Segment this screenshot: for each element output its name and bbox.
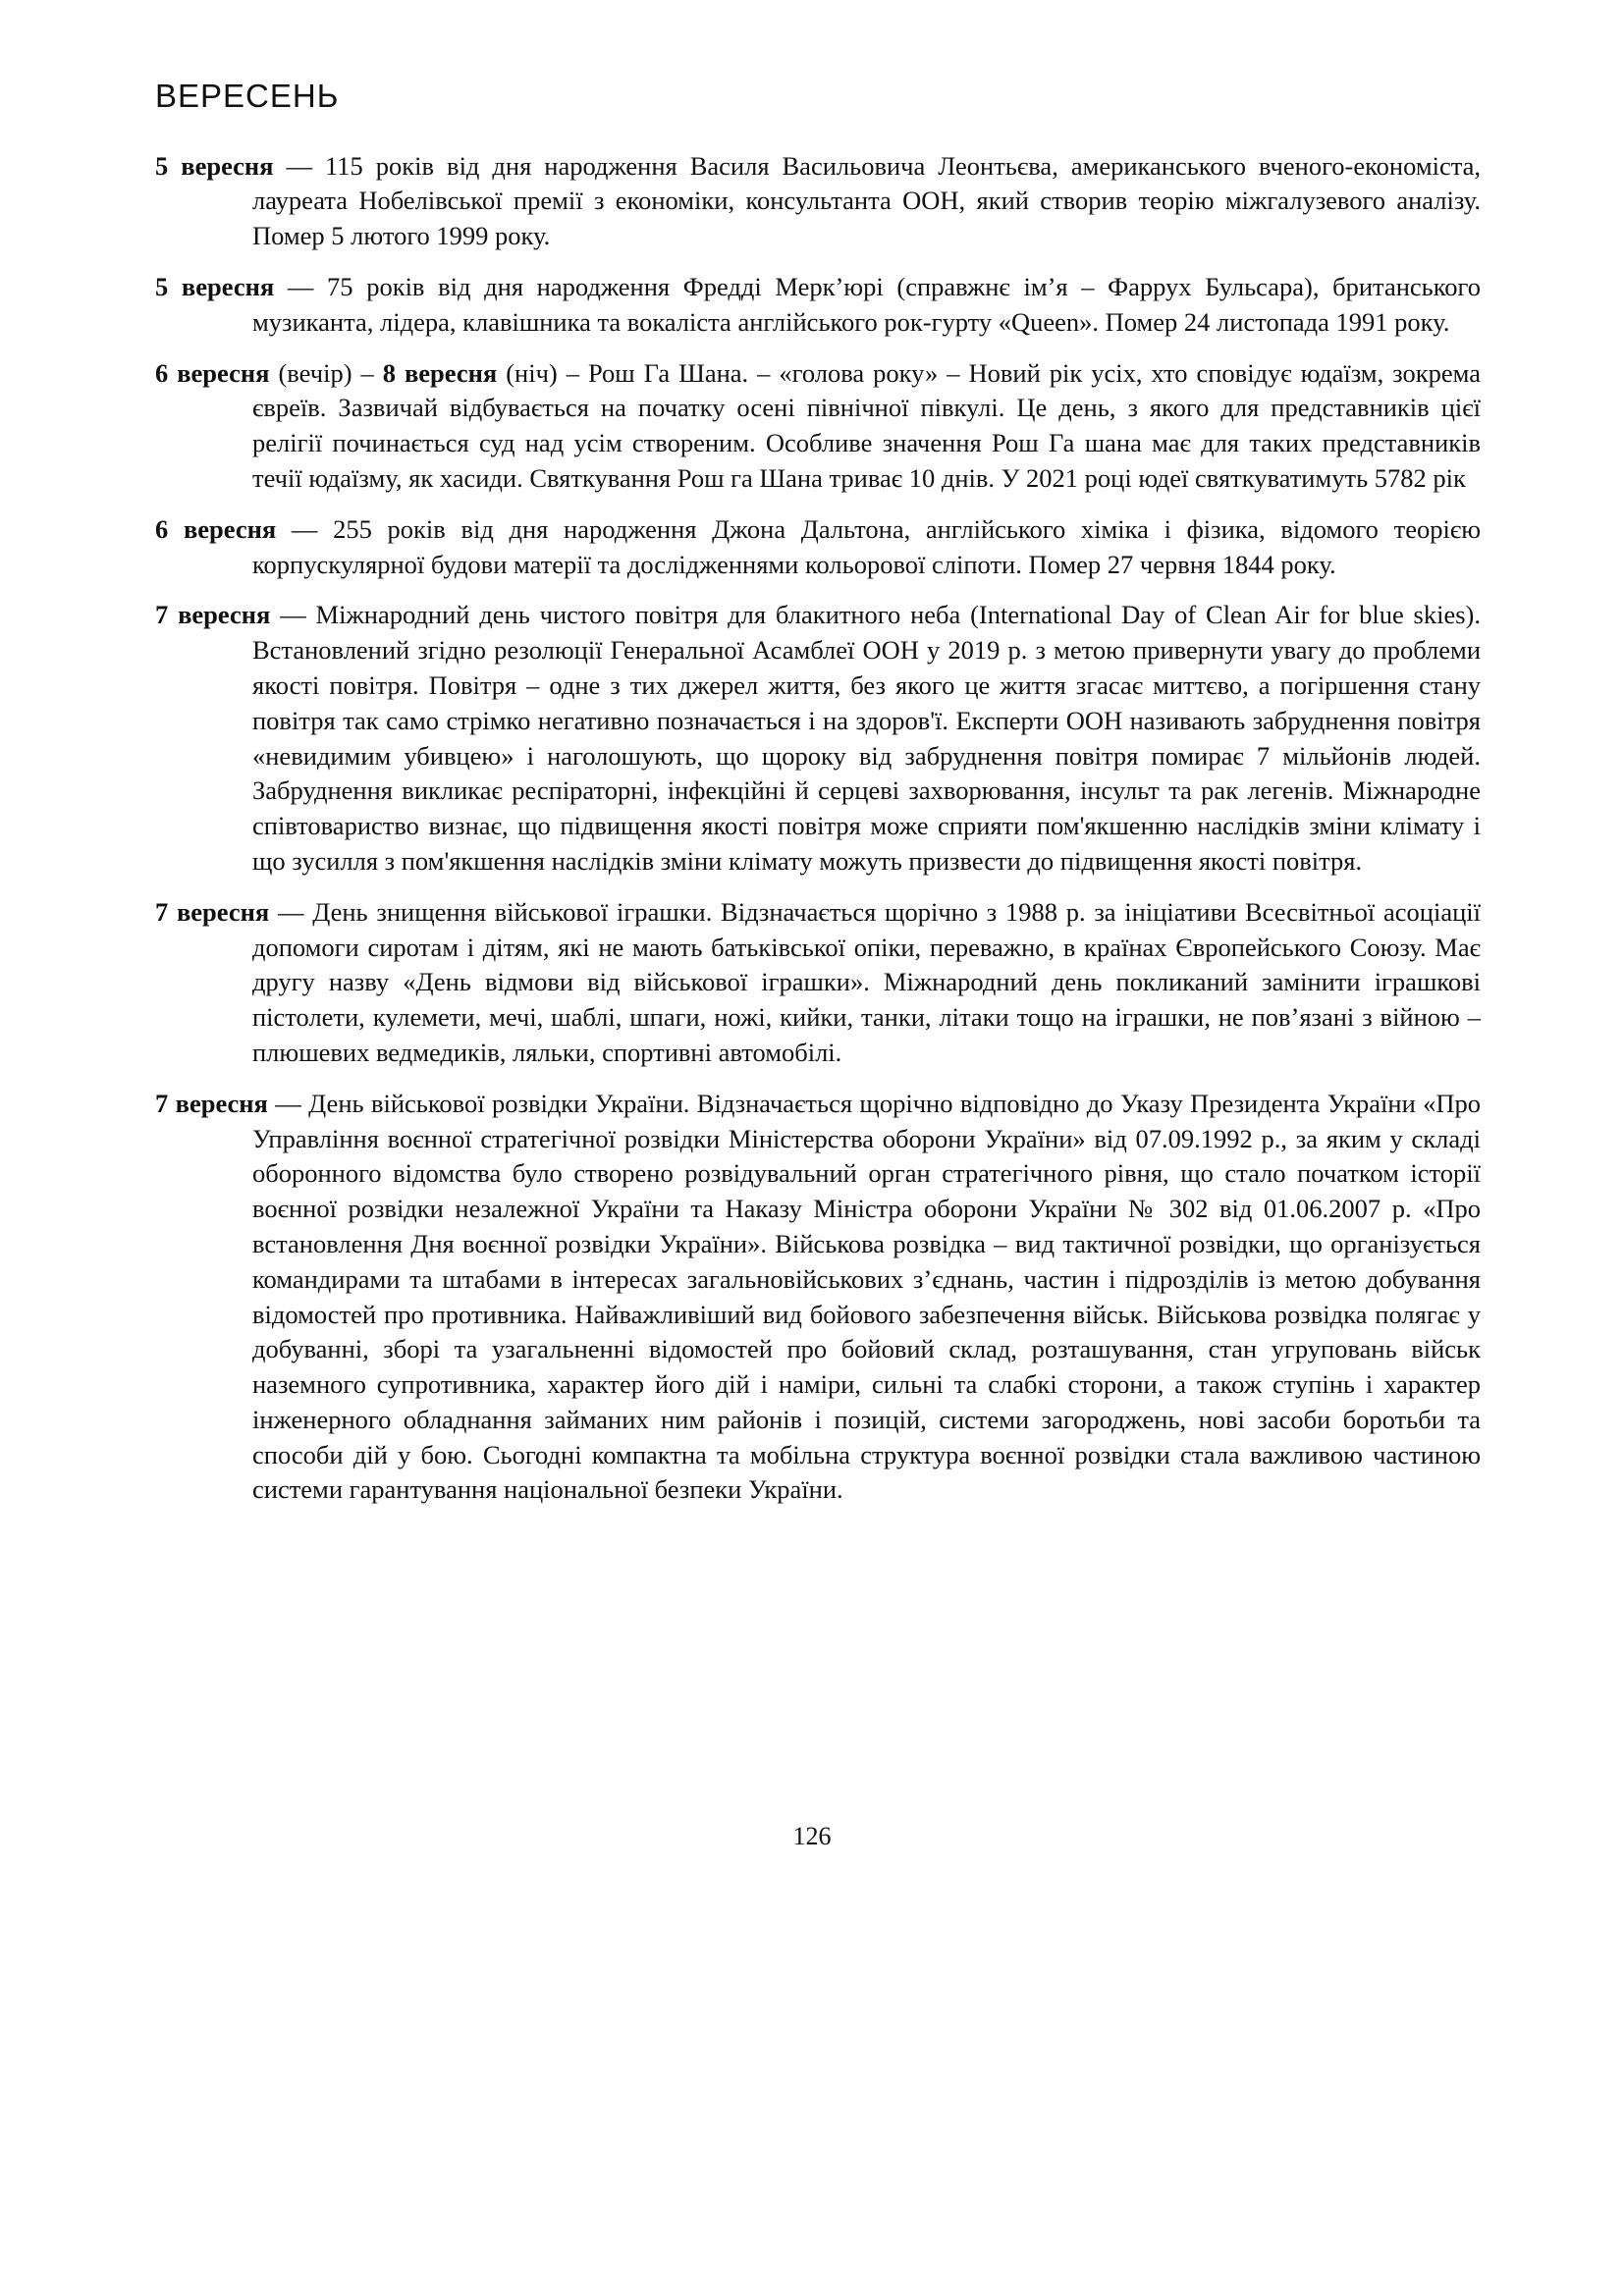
document-page: [155, 77, 1481, 1523]
calendar-entry: [155, 356, 1481, 497]
entry-text: — Міжнародний день чистого повітря для блакитного неба (International Day of Clean Air for blue skies). Встановлений згідно резолюції Генеральної Асамблеї ООН у 2019 р. з метою привернути увагу до проблеми якості повітря. Повітря – одне з тих джерел життя, без якого це життя згасає миттєво, а погіршення стану повітря так само стрімко негативно позначається і на здоров'ї. Експерти ООН називають забруднення повітря «невидимим убивцею» і наголошують, що щороку від забруднення повітря помирає 7 мільйонів людей. Забруднення викликає респіраторні, інфекційні й серцеві захворювання, інсульт та рак легенів. Міжнародне співтовариство визнає, що підвищення якості повітря може сприяти пом'якшенню наслідків зміни клімату і що зусилля з пом'якшення наслідків зміни клімату можуть призвести до підвищення якості повітря.: [252, 600, 1482, 876]
calendar-entry: [155, 895, 1481, 1071]
calendar-entry: [155, 270, 1481, 341]
entry-text: — 115 років від дня народження Василя Васильовича Леонтьєва, американського вченого-економіста, лауреата Нобелівської премії з економіки, консультанта ООН, який створив теорію міжгалузевого аналізу. Помер 5 лютого 1999 року.: [252, 150, 1482, 251]
entry-date-separator: (вечір) –: [269, 357, 383, 388]
entry-date: 5 вересня: [155, 271, 275, 301]
entry-text: — День військової розвідки України. Відзначається щорічно відповідно до Указу Президента України «Про Управління воєнної стратегічної розвідки Міністерства оборони України» від 07.09.1992 р., за яким у складі оборонного відомства було створено розвідувальний орган стратегічного рівня, що стало початком історії воєнної розвідки незалежної України та Наказу Міністра оборони України № 302 від 01.06.2007 р. «Про встановлення Дня воєнної розвідки України». Військова розвідка – вид тактичної розвідки, що організується командирами та штабами в інтересах загальновійськових з’єднань, частин і підрозділів із метою добування відомостей про противника. Найважливіший вид бойового забезпечення військ. Військова розвідка полягає у добуванні, зборі та узагальненні відомостей про бойовий склад, розташування, стан угруповань військ наземного супротивника, характер його дій і наміри, сильні та слабкі сторони, а також ступінь і характер інженерного обладнання займаних ним районів і позицій, системи загороджень, нові засоби боротьби та способи дій у бою. Сьогодні компактна та мобільна структура воєнної розвідки стала важливою частиною системи гарантування національної безпеки України.: [252, 1088, 1482, 1505]
calendar-entry: [155, 149, 1481, 254]
page-number: 126: [792, 1822, 832, 1850]
calendar-entry: [155, 1087, 1481, 1509]
entry-date: 6 вересня: [155, 513, 277, 544]
calendar-entry: [155, 598, 1481, 879]
entry-date: 7 вересня: [155, 1088, 268, 1118]
entry-text: — 255 років від дня народження Джона Дальтона, англійського хіміка і фізика, відомого теорією корпускулярної будови матерії та дослідженнями кольорової сліпоти. Помер 27 червня 1844 року.: [252, 513, 1481, 579]
month-heading: ВЕРЕСЕНЬ: [155, 78, 340, 114]
entry-date: 7 вересня: [155, 896, 270, 927]
entry-date: 6 вересня: [155, 357, 270, 388]
entry-text: — 75 років від дня народження Фредді Мерк’юрі (справжнє ім’я – Фаррух Бульсара), британського музиканта, лідера, клавішника та вокаліста англійського рок-гурту «Queen». Помер 24 листопада 1991 року.: [252, 271, 1481, 337]
entry-date-end: 8 вересня: [382, 357, 498, 388]
entry-date: 7 вересня: [155, 600, 271, 630]
entry-date: 5 вересня: [155, 150, 274, 181]
entry-text: — День знищення військової іграшки. Відзначається щорічно з 1988 р. за ініціативи Всесвітньої асоціації допомоги сиротам і дітям, які не мають батьківської опіки, переважно, в країнах Європейського Союзу. Має другу назву «День відмови від військової іграшки». Міжнародний день покликаний замінити іграшкові пістолети, кулемети, мечі, шаблі, шпаги, ножі, кийки, танки, літаки тощо на іграшки, не пов’язані з війною – плюшевих ведмедиків, ляльки, спортивні автомобілі.: [252, 896, 1481, 1067]
entry-text: (ніч) – Рош Га Шана. – «голова року» – Новий рік усіх, хто сповідує юдаїзм, зокрема євреїв. Зазвичай відбувається на початку осені північної півкулі. Це день, з якого для представників цієї релігії починається суд над усім створеним. Особливе значення Рош Га шана має для таких представників течії юдаїзму, як хасиди. Святкування Рош га Шана триває 10 днів. У 2021 році юдеї святкуватимуть 5782 рік: [252, 357, 1481, 493]
calendar-entry: [155, 512, 1481, 583]
